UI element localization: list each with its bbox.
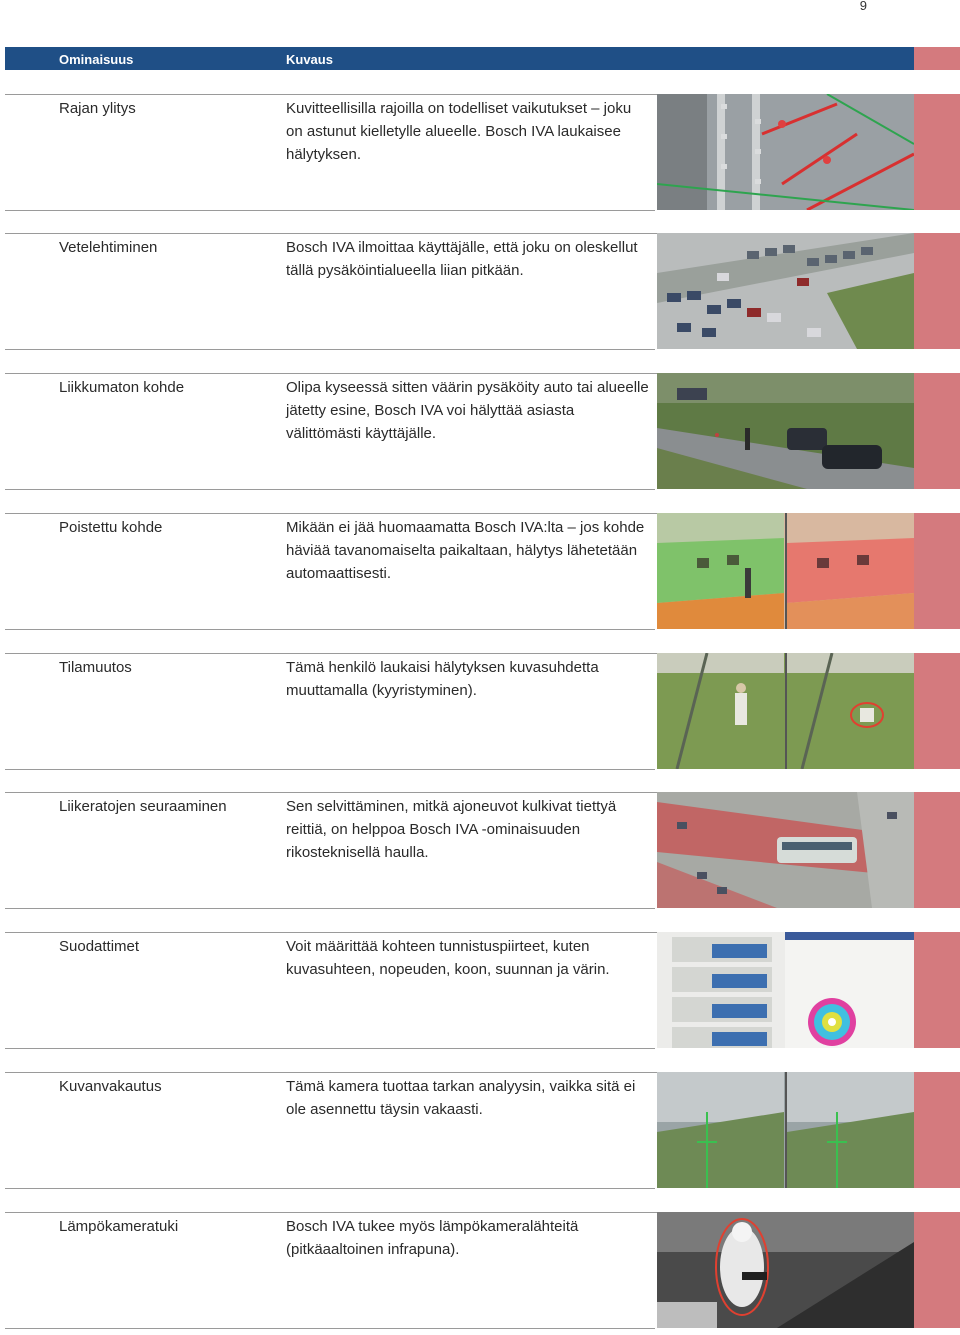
feature-name: Lämpökameratuki xyxy=(59,1218,179,1235)
row-divider xyxy=(5,1328,655,1329)
side-accent xyxy=(914,932,960,1048)
table-row xyxy=(0,1212,960,1329)
row-divider xyxy=(5,1048,655,1049)
side-accent xyxy=(914,513,960,629)
crouching-person-photo xyxy=(657,653,914,769)
feature-description: Bosch IVA ilmoittaa käyttäjälle, että joku on oleskellut tällä pysäköintialueella liian pitkään. xyxy=(286,239,638,279)
feature-description: Bosch IVA tukee myös lämpökameralähteitä (pitkäaaltoinen infrapuna). xyxy=(286,1218,579,1258)
feature-description: Sen selvittäminen, mitkä ajoneuvot kulkivat tiettyä reittiä, on helppoa Bosch IVA -ominaisuuden rikosteknisellä haulla. xyxy=(286,798,617,861)
row-divider xyxy=(5,908,655,909)
row-divider xyxy=(5,210,655,211)
feature-description: Mikään ei jää huomaamatta Bosch IVA:lta – jos kohde häviää tavanomaiselta paikaltaan, hälytys lähetetään automaattisesti. xyxy=(286,519,645,582)
feature-name: Rajan ylitys xyxy=(59,100,136,117)
table-row xyxy=(0,94,960,211)
table-row xyxy=(0,653,960,770)
parking-lot-photo xyxy=(657,233,914,349)
side-accent xyxy=(914,792,960,908)
feature-name: Suodattimet xyxy=(59,938,140,955)
row-divider xyxy=(5,769,655,770)
side-accent xyxy=(914,233,960,349)
stabilization-photo xyxy=(657,1072,914,1188)
side-accent xyxy=(914,653,960,769)
side-accent xyxy=(914,1212,960,1328)
row-divider xyxy=(5,1188,655,1189)
table-row xyxy=(0,1072,960,1189)
feature-name: Vetelehtiminen xyxy=(59,239,158,256)
side-accent xyxy=(914,1072,960,1188)
table-header-bar xyxy=(5,47,914,70)
table-row xyxy=(0,233,960,350)
row-divider xyxy=(5,349,655,350)
column-header-description: Kuvaus xyxy=(286,52,333,67)
side-accent xyxy=(914,94,960,210)
feature-name: Poistettu kohde xyxy=(59,519,163,536)
feature-name: Kuvanvakautus xyxy=(59,1078,162,1095)
feature-description: Kuvitteellisilla rajoilla on todelliset vaikutukset – joku on astunut kielletylle alueelle. Bosch IVA laukaisee hälytyksen. xyxy=(286,100,632,163)
gallery-room-photo xyxy=(657,513,914,629)
feature-description: Tämä kamera tuottaa tarkan analyysin, vaikka sitä ei ole asennettu täysin vakaasti. xyxy=(286,1078,636,1118)
page-number: 9 xyxy=(859,0,867,13)
table-row xyxy=(0,373,960,490)
side-accent xyxy=(914,373,960,489)
row-divider xyxy=(5,629,655,630)
feature-description: Olipa kyseessä sitten väärin pysäköity auto tai alueelle jätetty esine, Bosch IVA voi hälyttää asiasta välittömästi käyttäjälle. xyxy=(286,379,649,442)
column-header-feature: Ominaisuus xyxy=(59,52,134,67)
bus-trajectory-photo xyxy=(657,792,914,908)
row-divider xyxy=(5,489,655,490)
feature-description: Voit määrittää kohteen tunnistuspiirteet, kuten kuvasuhteen, nopeuden, koon, suunnan ja värin. xyxy=(286,938,610,978)
feature-name: Tilamuutos xyxy=(59,659,132,676)
table-row xyxy=(0,792,960,909)
feature-name: Liikeratojen seuraaminen xyxy=(59,798,227,815)
table-row xyxy=(0,513,960,630)
parked-car-photo xyxy=(657,373,914,489)
thermal-camera-photo xyxy=(657,1212,914,1328)
header-accent-block xyxy=(914,47,960,70)
feature-description: Tämä henkilö laukaisi hälytyksen kuvasuhdetta muuttamalla (kyyristyminen). xyxy=(286,659,599,699)
feature-name: Liikkumaton kohde xyxy=(59,379,185,396)
line-crossing-photo xyxy=(657,94,914,210)
table-row xyxy=(0,932,960,1049)
filter-settings-screenshot xyxy=(657,932,914,1048)
